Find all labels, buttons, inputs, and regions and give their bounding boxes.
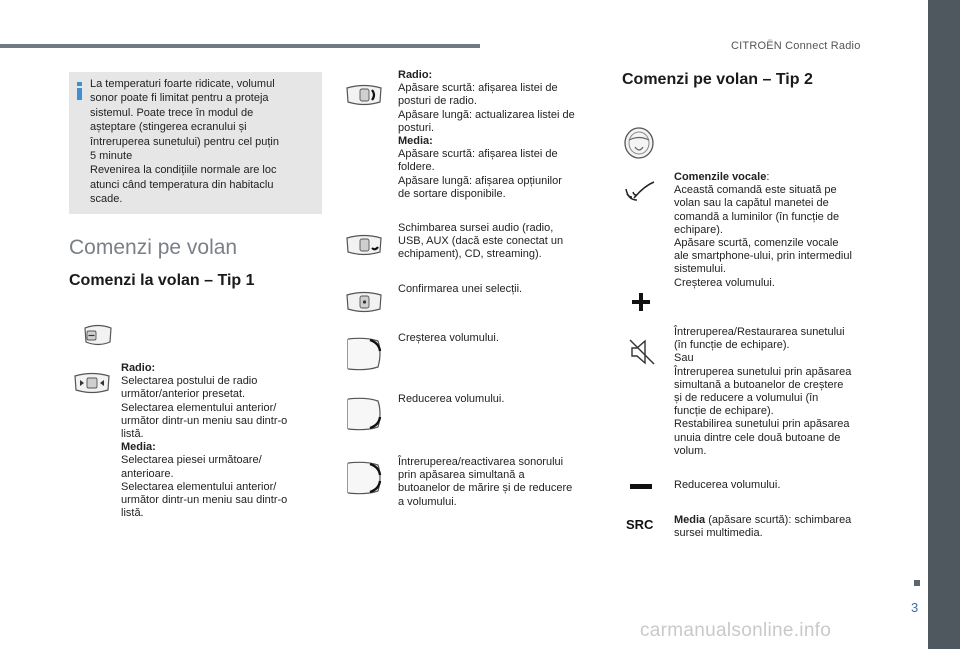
mute-description: Întreruperea/reactivarea sonorului prin apăsarea simultană a butoanelor de mărire și de reducere a volumului. — [398, 456, 573, 508]
type2-heading: Comenzi pe volan – Tip 2 — [622, 71, 813, 88]
scroll-wheel-icon — [344, 82, 384, 108]
mute-restore-description: Întreruperea/Restaurarea sunetului (în funcție de echipare). Sau Întreruperea sunetului prin apăsarea simultană a butoanelor de creștere și de reducere a volumului (în funcție de echipare). Restabilirea sunetului prin apăsarea unuia dintre cele două butoane de volum. — [674, 326, 852, 457]
mute-icon — [628, 338, 656, 366]
volume-paddles-icon — [344, 457, 384, 499]
radio-list-description: Radio: Apăsare scurtă: afișarea listei de posturi de radio. Apăsare lungă: actualizarea listei de posturi. Media: Apăsare scurtă: afișarea listei de foldere. Apăsare lungă: afișarea opțiunilor de sortare disponibile. — [398, 69, 575, 200]
page-number: 3 — [911, 600, 919, 615]
type1-description: Radio: Selectarea postului de radio următor/anterior presetat. Selectarea elementului anterior/ următor dintr-un meniu sau dintr-o listă. Media: Selectarea piesei următoare/ anterioare. Selectarea elementului anterior/ următor dintr-un meniu sau dintr-o listă. — [121, 362, 288, 520]
voice-description: Comenzile vocale: Această comandă este situată pe volan sau la capătul manetei de comandă a luminilor (în funcție de echipare). Apăsare scurtă, comenzile vocale ale smartphone-ului, prin intermediul sistemului. Creșterea volumului. — [674, 171, 852, 289]
side-band — [928, 0, 960, 649]
minus-icon — [630, 484, 652, 490]
steering-wheel-icon — [623, 126, 655, 160]
src-icon: SRC — [626, 517, 654, 532]
section-title: Comenzi pe volan — [69, 236, 238, 259]
info-icon — [77, 82, 82, 100]
page-marker — [914, 580, 920, 586]
volume-down-type2-description: Reducerea volumului. — [674, 479, 781, 491]
note-box — [69, 72, 322, 214]
source-description: Schimbarea sursei audio (radio, USB, AUX (dacă este conectat un echipament), CD, streaming). — [398, 222, 564, 261]
src-description: Media (apăsare scurtă): schimbarea sursei multimedia. — [674, 514, 852, 540]
header-title: CITROËN Connect Radio — [731, 40, 861, 52]
scroll-wheel-icon — [344, 289, 384, 315]
plus-icon — [631, 292, 651, 312]
steering-control-arrows-icon — [72, 370, 112, 396]
volume-down-paddle-icon — [344, 393, 384, 435]
volume-up-paddle-icon — [344, 333, 384, 375]
volume-up-description: Creșterea volumului. — [398, 332, 499, 344]
voice-command-icon — [624, 178, 660, 204]
watermark: carmanualsonline.info — [640, 620, 832, 641]
header-bar — [0, 44, 480, 48]
type1-heading: Comenzi la volan – Tip 1 — [69, 272, 255, 289]
volume-down-description: Reducerea volumului. — [398, 393, 505, 405]
confirm-description: Confirmarea unei selecții. — [398, 283, 523, 295]
scroll-wheel-icon — [344, 232, 384, 258]
steering-control-icon — [82, 322, 114, 348]
note-text: La temperaturi foarte ridicate, volumul sonor poate fi limitat pentru a proteja sistemul. Poate trece în modul de așteptare (stingerea ecranului și întreruperea sunetului) pentru cel puțin 5 minute Revenirea la condițiile normale are loc atunci când temperatura din habitaclu scade. — [90, 78, 279, 206]
